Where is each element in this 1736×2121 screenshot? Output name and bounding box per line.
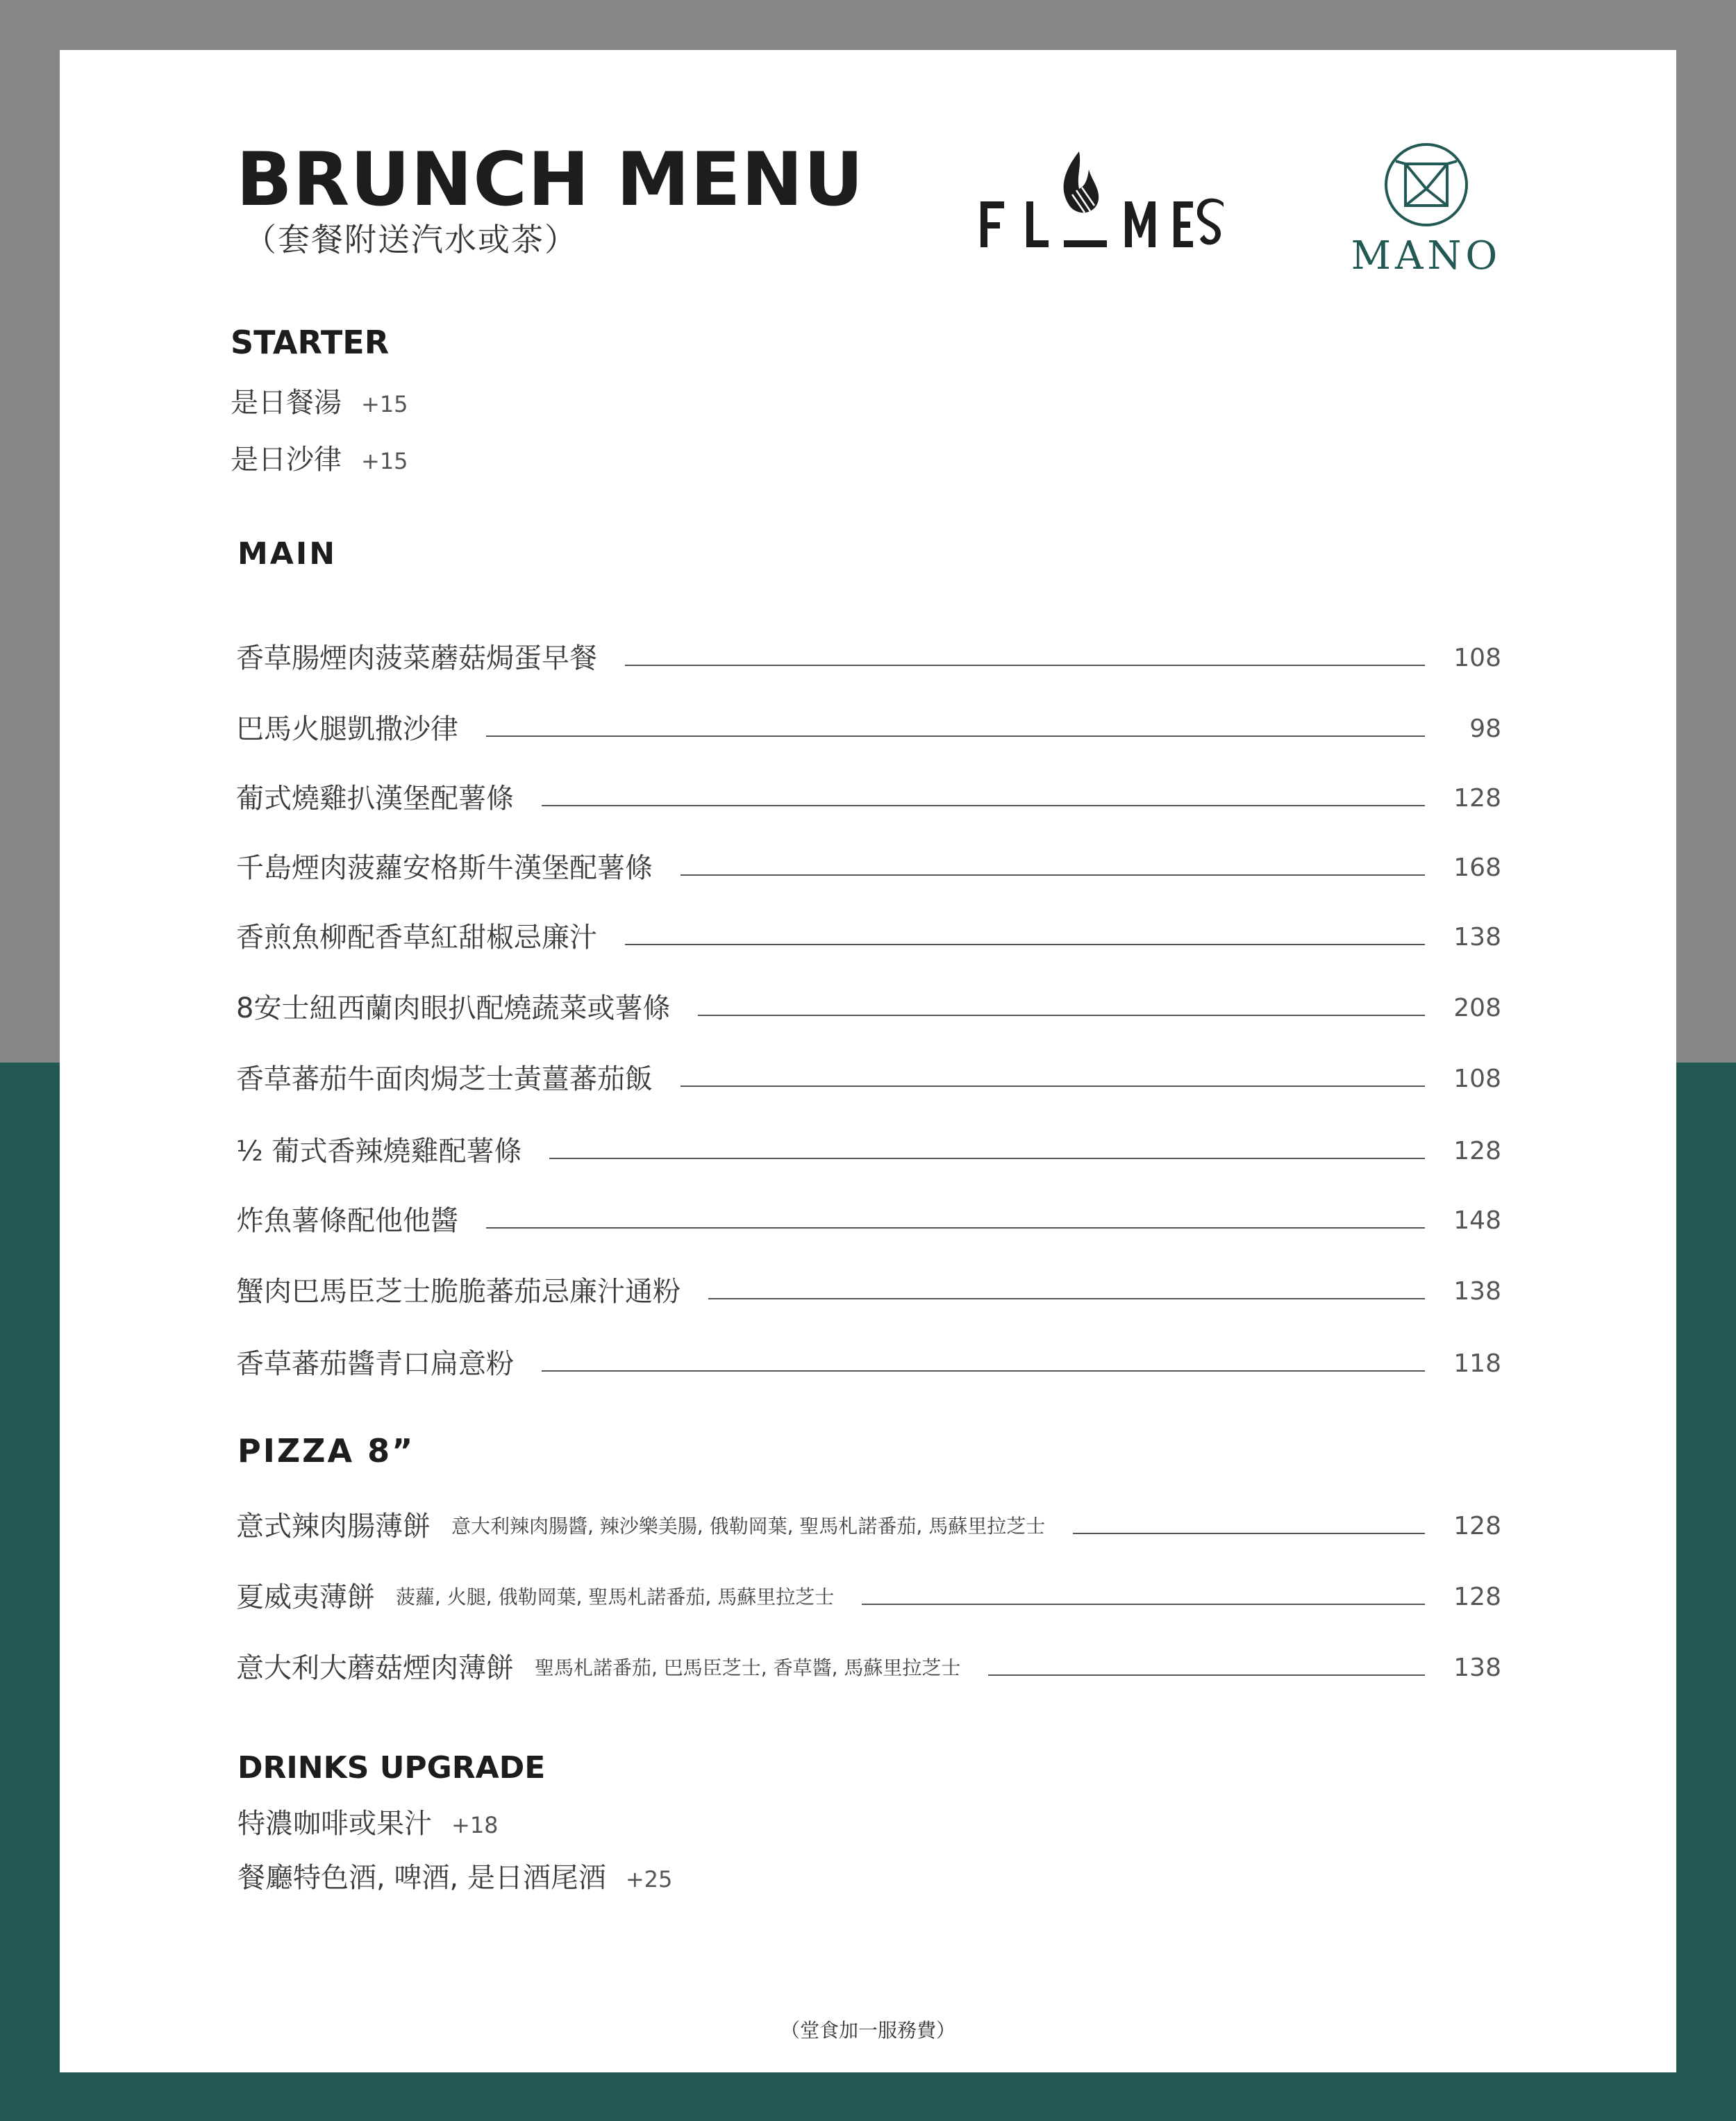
main-item-price: 98 bbox=[1469, 715, 1501, 743]
starter-item bbox=[231, 446, 408, 474]
pizza-item bbox=[236, 1577, 1501, 1618]
main-item-price: 148 bbox=[1453, 1206, 1501, 1235]
main-item-name: 香草蕃茄醬青口扁意粉 bbox=[236, 1348, 514, 1380]
main-item-price: 138 bbox=[1453, 1277, 1501, 1306]
starter-item-name: 是日沙律 bbox=[231, 444, 342, 476]
mano-logo-text: MANO bbox=[1351, 233, 1502, 278]
dotted-leader bbox=[542, 1370, 1425, 1372]
service-charge-note: （堂食加一服務費） bbox=[780, 2019, 955, 2042]
dotted-leader bbox=[542, 805, 1425, 806]
main-item-name: 葡式燒雞扒漢堡配薯條 bbox=[236, 783, 514, 815]
starter-item bbox=[231, 389, 408, 417]
pizza-item-price: 128 bbox=[1453, 1512, 1501, 1540]
dotted-leader bbox=[708, 1298, 1425, 1299]
main-item-name: 千島煙肉菠蘿安格斯牛漢堡配薯條 bbox=[236, 852, 653, 884]
main-item-name: 香煎魚柳配香草紅甜椒忌廉汁 bbox=[236, 922, 597, 954]
main-item bbox=[236, 1200, 1501, 1242]
main-item bbox=[236, 778, 1501, 820]
pizza-item-description: 聖馬札諾番茄, 巴馬臣芝士, 香草醬, 馬蘇里拉芝士 bbox=[535, 1656, 961, 1679]
pizza-heading: PIZZA 8” bbox=[237, 1432, 415, 1470]
starter-item-name: 是日餐湯 bbox=[231, 387, 342, 419]
main-item-price: 118 bbox=[1453, 1349, 1501, 1378]
drinks-item-extra: +18 bbox=[451, 1812, 499, 1838]
starter-item-extra: +15 bbox=[361, 391, 408, 417]
main-item bbox=[236, 988, 1501, 1029]
flames-logo bbox=[980, 146, 1224, 257]
dotted-leader bbox=[549, 1158, 1425, 1159]
menu-title: BRUNCH MENU bbox=[236, 137, 865, 222]
drinks-item bbox=[237, 1810, 499, 1838]
starter-item-extra: +15 bbox=[361, 448, 408, 474]
dotted-leader bbox=[862, 1604, 1425, 1605]
pizza-item-price: 138 bbox=[1453, 1654, 1501, 1682]
main-item bbox=[236, 1058, 1501, 1100]
dotted-leader bbox=[698, 1015, 1425, 1016]
dotted-leader bbox=[486, 1227, 1425, 1229]
main-item-price: 168 bbox=[1453, 854, 1501, 882]
pizza-item-description: 意大利辣肉腸醬, 辣沙樂美腸, 俄勒岡葉, 聖馬札諾番茄, 馬蘇里拉芝士 bbox=[451, 1515, 1046, 1538]
pizza-item-name: 夏威夷薄餅 bbox=[236, 1581, 375, 1613]
main-heading: MAIN bbox=[237, 536, 337, 572]
drinks-item bbox=[237, 1864, 672, 1892]
main-item bbox=[236, 638, 1501, 679]
pizza-item-price: 128 bbox=[1453, 1583, 1501, 1611]
dotted-leader bbox=[988, 1674, 1425, 1676]
main-item-price: 108 bbox=[1453, 1065, 1501, 1093]
main-item bbox=[236, 1271, 1501, 1313]
main-item-name: 香草蕃茄牛面肉焗芝士黃薑蕃茄飯 bbox=[236, 1063, 653, 1095]
main-item-name: 香草腸煙肉菠菜蘑菇焗蛋早餐 bbox=[236, 642, 597, 674]
main-item-price: 108 bbox=[1453, 644, 1501, 672]
main-item-name: 炸魚薯條配他他醬 bbox=[236, 1205, 458, 1237]
drinks-item-name: 特濃咖啡或果汁 bbox=[237, 1808, 432, 1840]
main-item-price: 128 bbox=[1453, 784, 1501, 813]
main-item bbox=[236, 917, 1501, 958]
pizza-item bbox=[236, 1506, 1501, 1547]
dotted-leader bbox=[625, 944, 1425, 945]
main-item-name: 蟹肉巴馬臣芝士脆脆蕃茄忌廉汁通粉 bbox=[236, 1276, 681, 1308]
pizza-item-description: 菠蘿, 火腿, 俄勒岡葉, 聖馬札諾番茄, 馬蘇里拉芝士 bbox=[396, 1586, 835, 1608]
main-item bbox=[236, 847, 1501, 889]
starter-heading: STARTER bbox=[231, 324, 390, 361]
dotted-leader bbox=[625, 665, 1425, 666]
drinks-item-name: 餐廳特色酒, 啤酒, 是日酒尾酒 bbox=[237, 1862, 606, 1894]
dotted-leader bbox=[681, 1086, 1425, 1087]
pizza-item-name: 意大利大蘑菇煙肉薄餅 bbox=[236, 1652, 514, 1684]
main-item bbox=[236, 1343, 1501, 1385]
main-item-price: 208 bbox=[1453, 994, 1501, 1022]
menu-subtitle: （套餐附送汽水或茶） bbox=[244, 221, 578, 258]
pizza-item-name: 意式辣肉腸薄餅 bbox=[236, 1511, 431, 1542]
main-item bbox=[236, 1131, 1501, 1172]
main-item-price: 128 bbox=[1453, 1137, 1501, 1165]
main-item-name: ½ 葡式香辣燒雞配薯條 bbox=[236, 1136, 522, 1167]
dotted-leader bbox=[486, 735, 1425, 737]
dotted-leader bbox=[1073, 1533, 1425, 1534]
main-item-price: 138 bbox=[1453, 923, 1501, 951]
pizza-item bbox=[236, 1647, 1501, 1689]
main-item-name: 8安士紐西蘭肉眼扒配燒蔬菜或薯條 bbox=[236, 992, 671, 1024]
drinks-item-extra: +25 bbox=[625, 1866, 673, 1893]
dotted-leader bbox=[681, 874, 1425, 876]
main-item bbox=[236, 708, 1501, 750]
drinks-heading: DRINKS UPGRADE bbox=[237, 1750, 546, 1786]
main-item-name: 巴馬火腿凱撒沙律 bbox=[236, 713, 458, 745]
